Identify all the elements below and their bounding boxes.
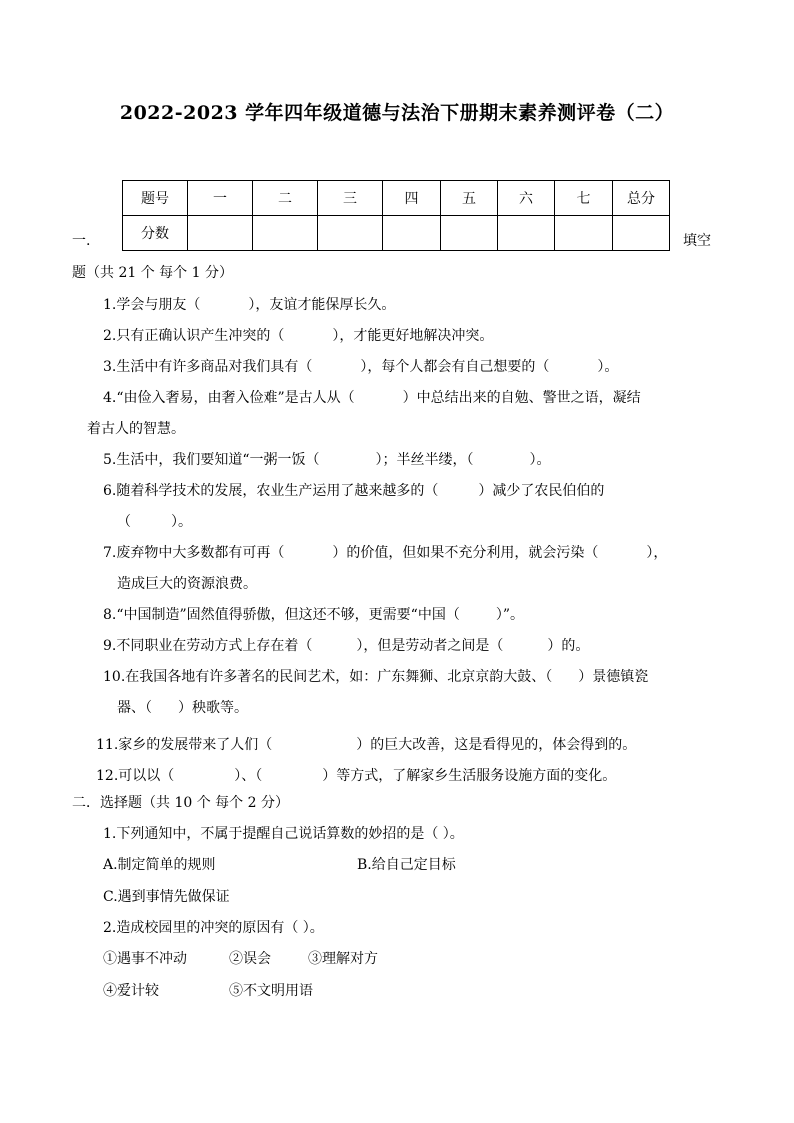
- score-table-header-row: [123, 181, 670, 216]
- score-input-cell[interactable]: [253, 216, 318, 251]
- question-text: ）景德镇瓷: [578, 669, 649, 685]
- table-cell: 三: [318, 181, 383, 216]
- score-input-cell[interactable]: [555, 216, 613, 251]
- table-cell: 总分: [613, 181, 670, 216]
- question-7-continued: 造成巨大的资源浪费。: [117, 576, 257, 592]
- table-cell: 分数: [123, 216, 188, 251]
- question-5: [103, 451, 551, 469]
- choice-option-5[interactable]: ⑤不文明用语: [229, 983, 313, 999]
- score-input-cell[interactable]: [318, 216, 383, 251]
- question-7: [103, 544, 667, 562]
- question-text: 6.随着科学技术的发展，农业生产运用了越来越多的（: [103, 483, 439, 499]
- question-text: （: [117, 514, 131, 530]
- question-text: 2.只有正确认识产生冲突的（: [103, 328, 285, 344]
- question-8: [103, 606, 524, 624]
- choice-question-1: 1.下列通知中，不属于提醒自己说话算数的妙招的是（ ）。: [103, 826, 464, 842]
- question-text: 9.不同职业在劳动方式上存在着（: [103, 638, 313, 654]
- score-input-cell[interactable]: [441, 216, 498, 251]
- choice-option-2[interactable]: ②误会: [229, 951, 271, 967]
- table-cell: 二: [253, 181, 318, 216]
- question-text: ）。: [171, 514, 192, 530]
- choice-option-4[interactable]: ④爱计较: [103, 983, 159, 999]
- question-text: 1.学会与朋友（: [103, 297, 201, 313]
- question-text: ）。: [529, 452, 551, 468]
- score-input-cell[interactable]: [613, 216, 670, 251]
- question-1: [103, 296, 395, 314]
- question-text: ）。: [597, 359, 619, 375]
- table-cell: 题号: [123, 181, 188, 216]
- table-cell: 七: [555, 181, 613, 216]
- question-text: ）的巨大改善，这是看得见的，体会得到的。: [356, 737, 637, 753]
- question-text: 11.家乡的发展带来了人们（: [96, 737, 273, 753]
- choice-question-2: 2.造成校园里的冲突的原因有（ ）。: [103, 920, 324, 936]
- section2-heading: 二．选择题（共 10 个 每个 2 分）: [72, 795, 289, 811]
- question-text: 4.“由俭入奢易，由奢入俭难”是古人从（: [103, 390, 355, 406]
- score-input-cell[interactable]: [383, 216, 441, 251]
- section1-heading-tail: 填空: [683, 233, 711, 249]
- choice-option-3[interactable]: ③理解对方: [308, 951, 378, 967]
- question-6-continued: [117, 513, 192, 531]
- score-table: [122, 180, 670, 251]
- question-text: 8.“中国制造”固然值得骄傲，但这还不够，更需要“中国（: [103, 607, 460, 623]
- section1-heading: 题（共 21 个 每个 1 分）: [72, 265, 233, 281]
- question-text: ）的价值，但如果不充分利用，就会污染（: [332, 545, 599, 561]
- table-cell: 一: [188, 181, 253, 216]
- question-text: ），友谊才能保厚长久。: [248, 297, 396, 313]
- question-text: ）中总结出来的自勉、警世之语，凝结: [402, 390, 641, 406]
- page-title: 2022-2023 学年四年级道德与法治下册期末素养测评卷（二）: [119, 102, 675, 124]
- question-4-continued: 着古人的智慧。: [87, 421, 185, 437]
- question-10-continued: [117, 699, 248, 717]
- question-text: ），但是劳动者之间是（: [356, 638, 504, 654]
- question-text: 器、（: [117, 700, 152, 716]
- question-text: ）的。: [547, 638, 590, 654]
- table-cell: 六: [498, 181, 555, 216]
- question-3: [103, 358, 618, 376]
- question-9: [103, 637, 589, 655]
- table-cell: 五: [441, 181, 498, 216]
- choice-option-c[interactable]: C.遇到事情先做保证: [103, 889, 230, 905]
- question-text: 5.生活中，我们要知道“一粥一饭（: [103, 452, 320, 468]
- question-text: 10.在我国各地有许多著名的民间艺术，如：广东舞狮、北京京韵大鼓、（: [103, 669, 553, 685]
- question-text: ），: [646, 545, 668, 561]
- question-text: 12.可以以（: [96, 768, 175, 784]
- question-2: [103, 327, 493, 345]
- section1-prefix: 一.: [72, 233, 91, 249]
- choice-option-b[interactable]: B.给自己定目标: [357, 857, 456, 873]
- question-text: 7.废弃物中大多数都有可再（: [103, 545, 285, 561]
- score-input-cell[interactable]: [498, 216, 555, 251]
- question-text: ）减少了农民伯伯的: [478, 483, 605, 499]
- question-4: [103, 389, 641, 407]
- question-text: 3.生活中有许多商品对我们具有（: [103, 359, 313, 375]
- score-table-score-row: [123, 216, 670, 251]
- question-6: [103, 482, 604, 500]
- question-11: [96, 736, 636, 754]
- question-text: ）；半丝半缕，（: [375, 452, 474, 468]
- question-text: ）、（: [234, 768, 263, 784]
- choice-option-1[interactable]: ①遇事不冲动: [103, 951, 187, 967]
- question-12: [96, 767, 616, 785]
- table-cell: 四: [383, 181, 441, 216]
- question-10: [103, 668, 648, 686]
- choice-option-a[interactable]: A.制定简单的规则: [103, 857, 216, 873]
- score-input-cell[interactable]: [188, 216, 253, 251]
- question-text: ）”。: [495, 607, 524, 623]
- question-text: ），每个人都会有自己想要的（: [360, 359, 550, 375]
- question-text: ）秧歌等。: [178, 700, 248, 716]
- question-text: ）等方式，了解家乡生活服务设施方面的变化。: [322, 768, 617, 784]
- question-text: ），才能更好地解决冲突。: [332, 328, 494, 344]
